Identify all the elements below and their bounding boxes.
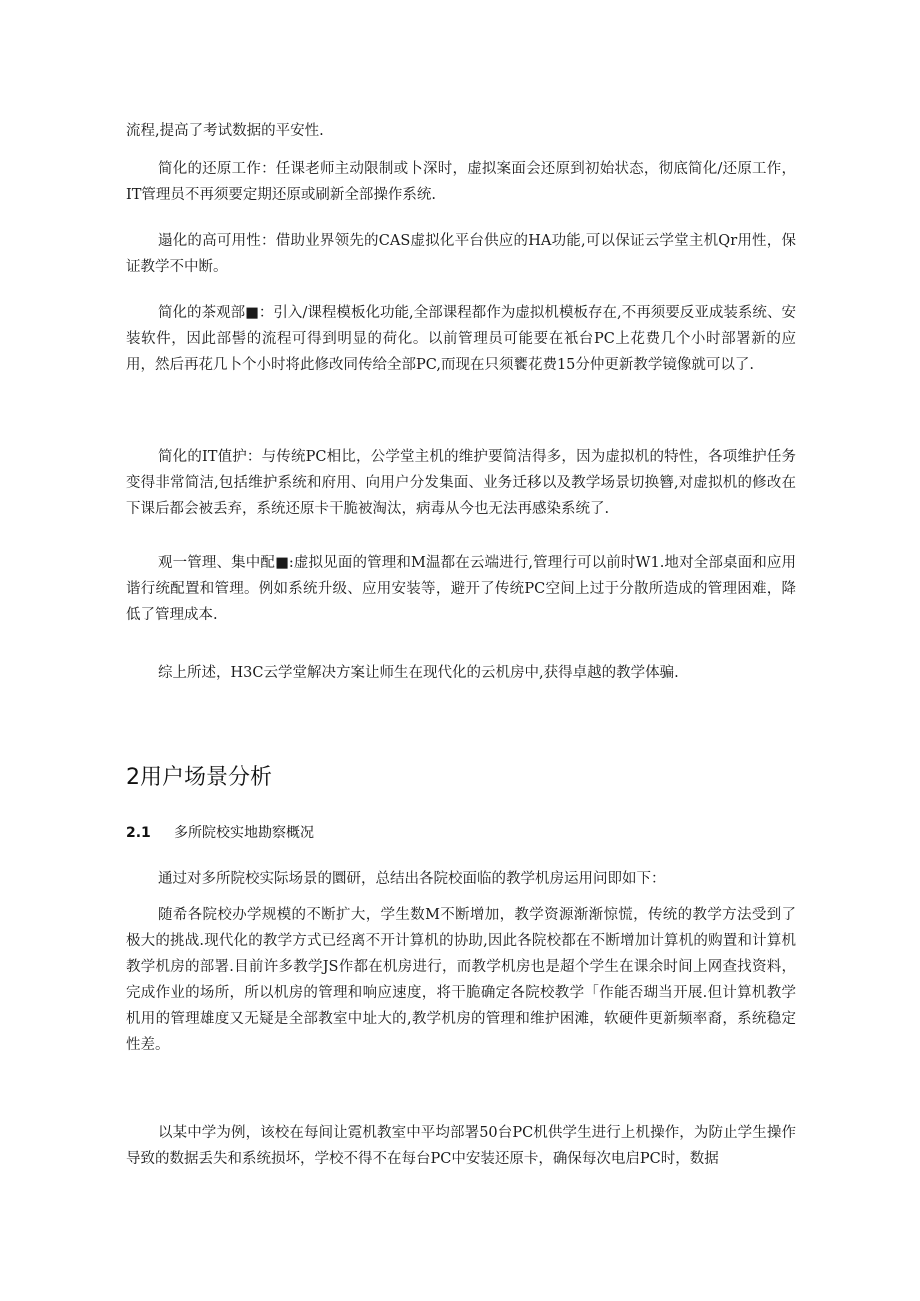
paragraph: 以某中学为例，该校在每间让霓机教室中平均部署50台PC机供学生进行上机操作，为防止学生操作导致的数据丢失和系统损坏，学校不得不在每台PC中安装还原卡，确保每次电启PC时，数据 (126, 1125, 796, 1167)
paragraph: 简化的茶观部■：引入/课程模板化功能,全部课程都作为虚拟机模板存在,不再须要反亚成装系统、安装软件，因此部髻的流程可得到明显的荷化。以前管理员可能要在衹台PC上花费几个小时部署新的应用，然后再花几卜个小时将此修改同传给全部PC,而现在只须饔花费15分仲更新教学镜像就可以了. (126, 305, 796, 373)
paragraph: 综上所述，H3C云学堂解决方案让师生在现代化的云机房中,获得卓越的教学体骗. (158, 665, 679, 681)
paragraph: 随希各院校办学规模的不断扩大，学生数M不断增加，教学资源渐渐惊慌，传统的教学方法受到了极大的挑战.现代化的教学方式已经离不开计算机的协助,因此各院校都在不断增加计算机的购置和计算机教学机房的部署.目前许多教学JS作都在机房进行，而教学机房也是超个学生在课余时间上网查找资料，完成作业的场所，所以机房的管理和响应速度，将干脆确定各院校教学「作能否瑚当开展.但计算机教学机用的管理雄度又无疑是全部教室中址大的,教学机房的管理和维护困滩，软硬件更新频率裔，系统稳定性差。 (126, 907, 796, 1053)
paragraph: 遢化的高可用性：借助业界领先的CAS虚拟化平台供应的HA功能,可以保证云学堂主机Qr用性，保证教学不中断。 (126, 233, 796, 275)
paragraph: 观一管理、集中配■:虚拟见面的管理和M温都在云端进行,管理行可以前时W1.地对全部桌面和应用谐行统配置和管理。例如系统升级、应用安装等，避开了传统PC空间上过于分散所造成的管理困难，降低了管理成本. (126, 555, 796, 623)
paragraph: 简化的还原工作：任课老师主动限制或卜深时，虚拟案面会还原到初始状态，彻底简化/还原工作，IT管理员不再须要定期还原或刷新全部操作系统. (126, 161, 796, 203)
paragraph: 通过对多所院校实际场景的圜研，总结出各院校面临的教学机房运用问即如下： (158, 871, 666, 887)
subsection-number: 2.1 (126, 825, 151, 841)
paragraph: 流程,提高了考试数据的平安性. (126, 123, 324, 139)
paragraph: 简化的IT值护：与传统PC相比，公学堂主机的维护要简洁得多，因为虚拟机的特性，各项维护任务变得非常简洁,包括维护系统和府用、向用户分发集面、业务迁移以及教学场景切换簪,对虚拟机的修改在下课后都会被丢弃，系统还原卡干脆被淘汰，病毒从今也无法再感染系统了. (126, 449, 796, 517)
section-heading: 2用户场景分析 (126, 765, 272, 790)
subsection-title: 多所院校实地勘察概况 (174, 825, 314, 841)
subsection-heading (126, 822, 314, 842)
